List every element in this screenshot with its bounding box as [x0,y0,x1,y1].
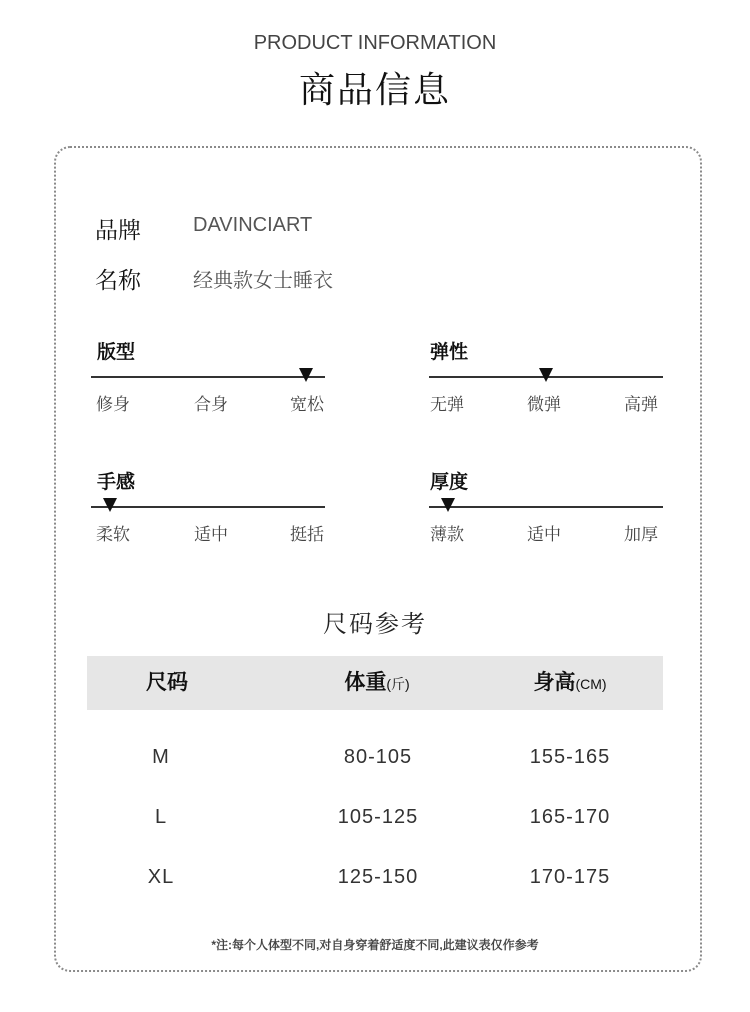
scale-label-high: 挺括 [290,525,324,544]
scale-label-low: 无弹 [430,395,464,414]
scale-line [91,376,325,378]
size-note: *注:每个人体型不同,对自身穿着舒适度不同,此建议表仅作参考 [211,938,539,952]
scale-label-high: 宽松 [290,395,324,414]
cell-size: L [154,806,168,828]
size-chart-title: 尺码参考 [323,611,427,638]
scale-title: 厚度 [430,472,469,493]
scale-marker-icon [299,368,313,382]
scale-marker-icon [103,498,117,512]
brand-key: 品牌 [95,217,141,243]
header-weight-label: 体重 [344,671,387,694]
scale-title: 手感 [97,472,136,493]
header-title-cn: 商品信息 [298,69,451,110]
name-value: 经典款女士睡衣 [193,270,333,292]
scale-label-low: 薄款 [430,525,464,544]
scale-label-mid: 合身 [194,395,228,414]
cell-height: 165-170 [529,806,611,828]
scale-elasticity [429,337,663,417]
header-height-unit: (CM) [575,676,607,692]
brand-value: DAVINCIART [193,214,313,236]
scale-title: 弹性 [430,342,469,363]
scale-label-mid: 微弹 [527,395,561,414]
header-title-en: PRODUCT INFORMATION [253,32,497,54]
cell-weight: 80-105 [343,746,413,768]
scale-marker-icon [441,498,455,512]
scale-label-low: 柔软 [96,525,130,544]
scale-title: 版型 [97,342,136,363]
cell-weight: 105-125 [337,806,419,828]
cell-weight: 125-150 [337,866,419,888]
scale-line [91,506,325,508]
scale-label-mid: 适中 [194,525,228,544]
scale-label-low: 修身 [96,395,130,414]
header-size [87,656,247,710]
header-weight [277,656,477,710]
scale-handfeel [91,467,325,547]
scale-marker-icon [539,368,553,382]
info-card [54,146,702,972]
scale-line [429,506,663,508]
header-size-label: 尺码 [146,671,188,694]
name-key: 名称 [95,267,141,293]
size-table-header [87,656,663,710]
scale-label-high: 加厚 [624,525,658,544]
scale-thickness [429,467,663,547]
scale-label-high: 高弹 [624,395,658,414]
header-weight-unit: (斤) [386,676,410,692]
header-height [470,656,670,710]
header-height-label: 身高 [533,671,576,694]
cell-height: 170-175 [529,866,611,888]
scale-label-mid: 适中 [527,525,561,544]
cell-size: M [152,746,170,768]
cell-size: XL [147,866,175,888]
scale-fit [91,337,325,417]
cell-height: 155-165 [529,746,611,768]
